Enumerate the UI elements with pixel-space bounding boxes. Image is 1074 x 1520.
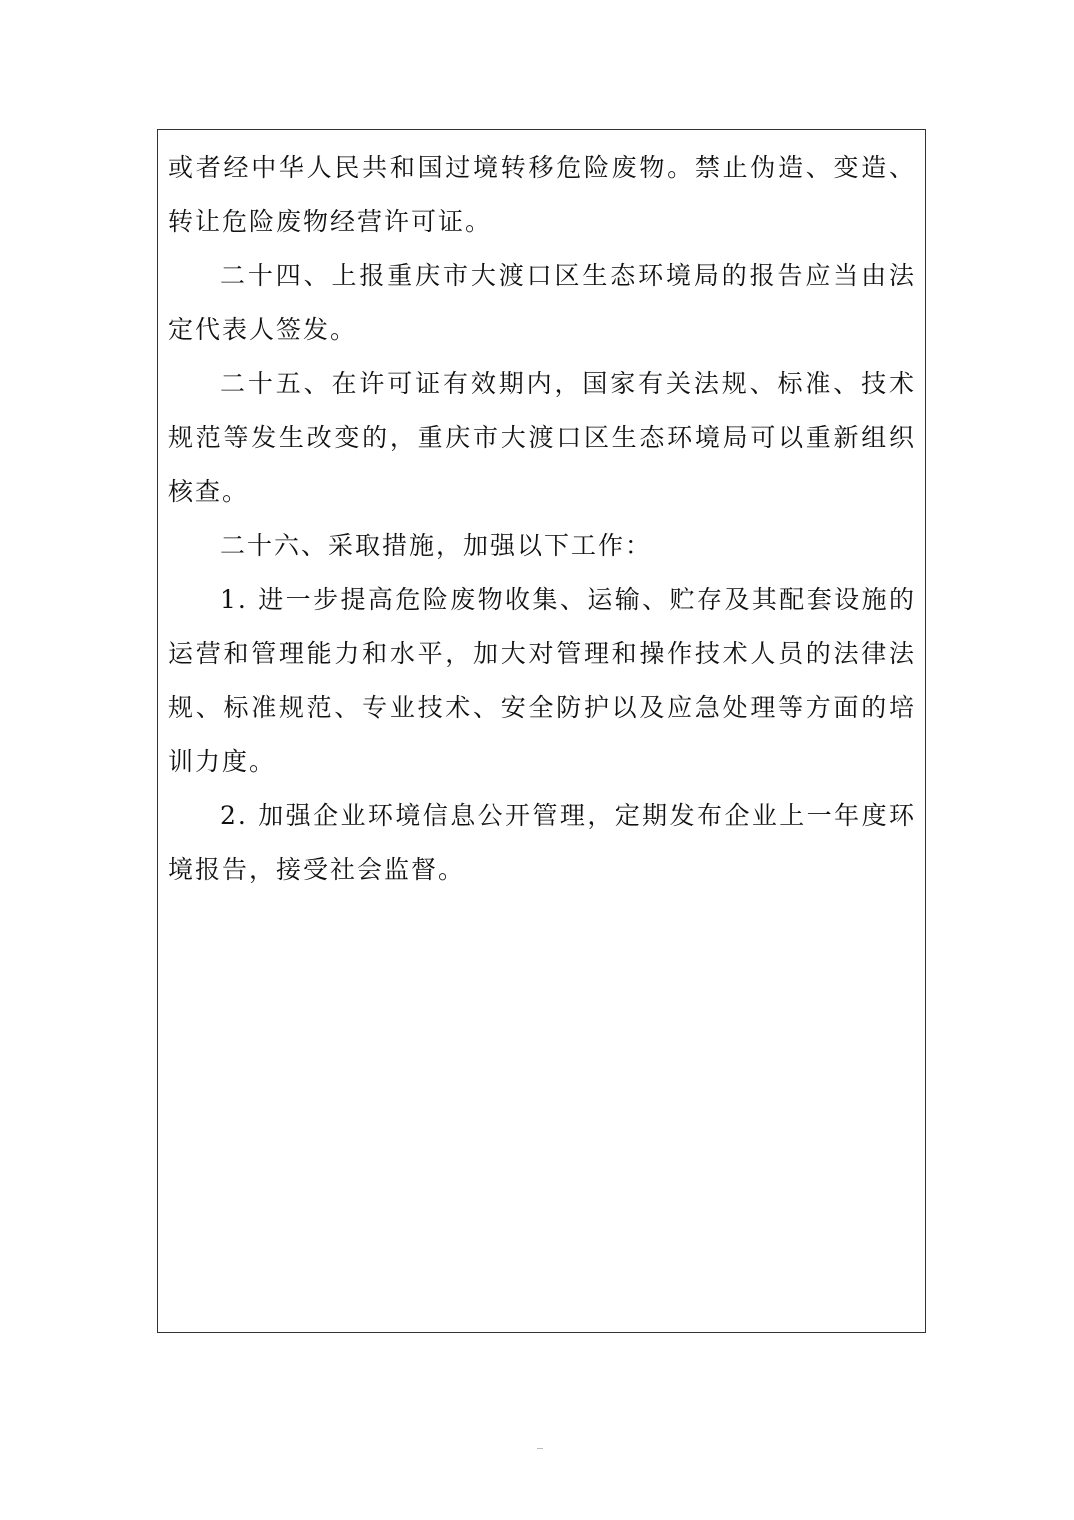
paragraph-continuation: 或者经中华人民共和国过境转移危险废物。禁止伪造、变造、转让危险废物经营许可证。 — [168, 153, 916, 236]
paragraph-item-25: 二十五、在许可证有效期内，国家有关法规、标准、技术规范等发生改变的，重庆市大渡口区生态环境局可以重新组织核查。 — [168, 369, 916, 506]
paragraph-item-24: 二十四、上报重庆市大渡口区生态环境局的报告应当由法定代表人签发。 — [168, 261, 916, 344]
document-frame — [157, 129, 926, 1333]
page-footer-mark — [537, 1448, 543, 1449]
paragraph-subitem-1: 1. 进一步提高危险废物收集、运输、贮存及其配套设施的运营和管理能力和水平，加大对管理和操作技术人员的法律法规、标准规范、专业技术、安全防护以及应急处理等方面的培训力度。 — [168, 585, 916, 776]
paragraph-item-26: 二十六、采取措施，加强以下工作： — [220, 531, 653, 560]
paragraph-subitem-2: 2. 加强企业环境信息公开管理，定期发布企业上一年度环境报告，接受社会监督。 — [168, 801, 916, 884]
